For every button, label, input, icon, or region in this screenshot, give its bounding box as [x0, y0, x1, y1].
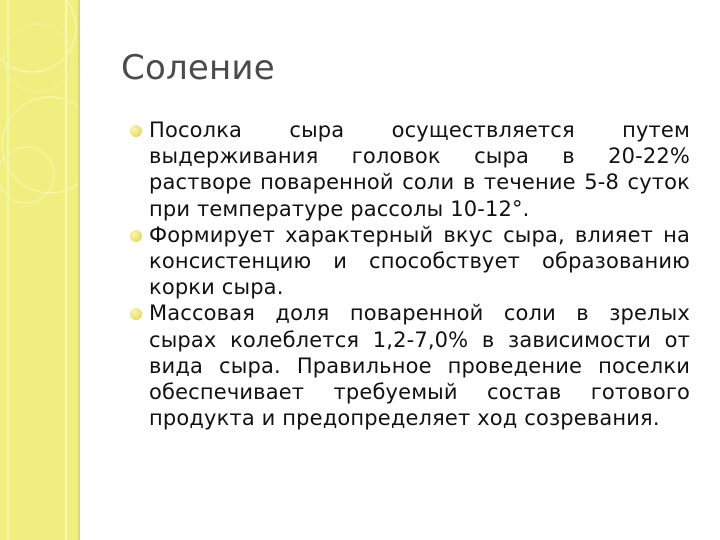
left-decorative-band: [0, 0, 78, 540]
band-separator: [78, 0, 80, 540]
content-area: [130, 117, 690, 431]
bullet-text-1: Посолка сыра осуществляется путем выдерживания головок сыра в 20-22% растворе поваренной соли в течение 5-8 суток при температуре рассолы 10-12°.: [149, 118, 690, 221]
bullet-icon: [130, 125, 142, 137]
bullet-item-3: [130, 300, 690, 431]
bullet-text-2: Формирует характерный вкус сыра, влияет на консистенцию и способствует образованию корки сыра.: [149, 222, 690, 300]
page-title: Соление: [121, 48, 275, 88]
bullet-icon: [130, 230, 142, 242]
bullet-item-1: [130, 117, 690, 222]
bullet-item-2: [130, 222, 690, 301]
bullet-icon: [130, 308, 142, 320]
decorative-lines: [0, 0, 78, 540]
bullet-text-3: Массовая доля поваренной соли в зрелых сырах колеблется 1,2-7,0% в зависимости от вида сыра. Правильное проведение поселки обеспечивает требуемый состав готового продукта и предопределяет ход созревания.: [149, 301, 690, 431]
